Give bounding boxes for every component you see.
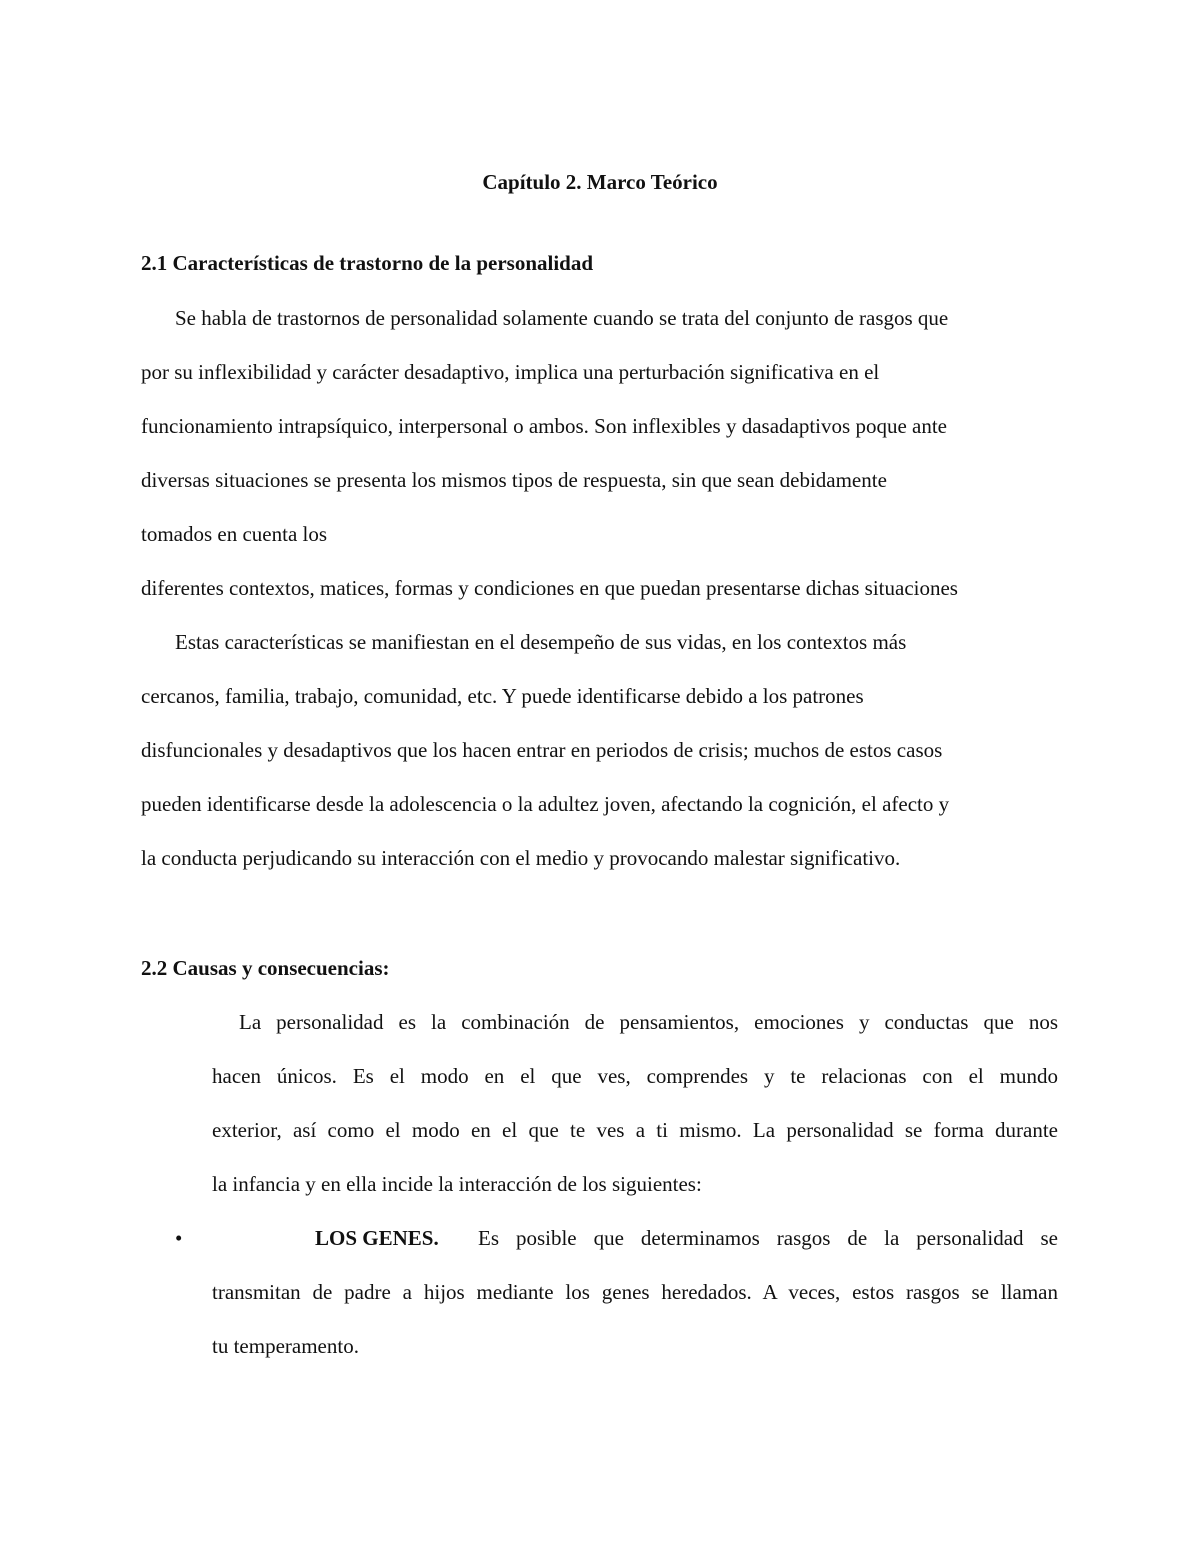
paragraph-line: Estas características se manifiestan en el desempeño de sus vidas, en los contextos más xyxy=(175,630,907,654)
bullet-icon: • xyxy=(175,1226,183,1250)
paragraph-line: La personalidad es la combinación de pensamientos, emociones y conductas que nos xyxy=(239,1010,1058,1034)
paragraph-line: la infancia y en ella incide la interacción de los siguientes: xyxy=(212,1172,702,1196)
paragraph-line: Se habla de trastornos de personalidad solamente cuando se trata del conjunto de rasgos que xyxy=(175,306,949,330)
paragraph-line: diferentes contextos, matices, formas y condiciones en que puedan presentarse dichas situaciones xyxy=(141,576,958,600)
paragraph-line: diversas situaciones se presenta los mismos tipos de respuesta, sin que sean debidamente xyxy=(141,468,887,492)
paragraph-line: por su inflexibilidad y carácter desadaptivo, implica una perturbación significativa en el xyxy=(141,360,880,384)
paragraph-line: funcionamiento intrapsíquico, interpersonal o ambos. Son inflexibles y dasadaptivos poque ante xyxy=(141,414,947,438)
bullet-line: Es posible que determinamos rasgos de la personalidad se xyxy=(478,1226,1058,1250)
bullet-line: tu temperamento. xyxy=(212,1334,359,1358)
section-heading-2-1: 2.1 Características de trastorno de la personalidad xyxy=(141,251,594,275)
chapter-title: Capítulo 2. Marco Teórico xyxy=(482,170,718,194)
bullet-term: LOS GENES. xyxy=(315,1226,439,1250)
paragraph-line: pueden identificarse desde la adolescencia o la adultez joven, afectando la cognición, el afecto y xyxy=(141,792,950,816)
paragraph-line: disfuncionales y desadaptivos que los hacen entrar en periodos de crisis; muchos de estos casos xyxy=(141,738,943,762)
section-heading-2-2: 2.2 Causas y consecuencias: xyxy=(141,956,390,980)
paragraph-line: cercanos, familia, trabajo, comunidad, etc. Y puede identificarse debido a los patrones xyxy=(141,684,864,708)
paragraph-line: tomados en cuenta los xyxy=(141,522,328,546)
paragraph-line: exterior, así como el modo en el que te ves a ti mismo. La personalidad se forma durante xyxy=(212,1118,1058,1142)
paragraph-line: la conducta perjudicando su interacción con el medio y provocando malestar significativo. xyxy=(141,846,901,870)
paragraph-line: hacen únicos. Es el modo en el que ves, comprendes y te relacionas con el mundo xyxy=(212,1064,1058,1088)
bullet-line: transmitan de padre a hijos mediante los genes heredados. A veces, estos rasgos se llaman xyxy=(212,1280,1058,1304)
